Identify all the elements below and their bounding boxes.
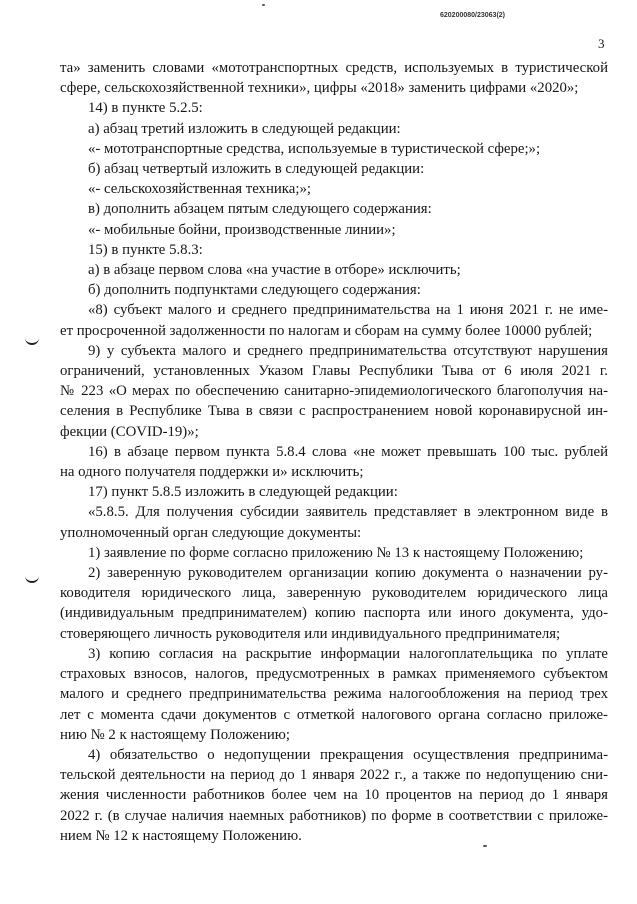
margin-mark-lower bbox=[25, 573, 39, 583]
text-line: 4) обязательство о недопущении прекращения осуществления предпринима- bbox=[88, 746, 608, 763]
text-line: ограничений, установленных Указом Главы Республики Тыва от 6 июля 2021 г. bbox=[60, 363, 608, 380]
text-line: «- мототранспортные средства, используемые в туристической сфере;»; bbox=[88, 140, 541, 157]
text-line: 17) пункт 5.8.5 изложить в следующей редакции: bbox=[88, 484, 398, 501]
text-line: стоверяющего личность руководителя или индивидуального предпринимателя; bbox=[60, 625, 561, 642]
page-number: 3 bbox=[598, 36, 605, 51]
text-line: нием № 12 к настоящему Положению. bbox=[60, 827, 302, 844]
text-line: «5.8.5. Для получения субсидии заявитель представляет в электронном виде в bbox=[88, 504, 608, 521]
text-line: 2) заверенную руководителем организации копию документа о назначении ру- bbox=[88, 565, 608, 582]
text-line: 9) у субъекта малого и среднего предпринимательства отсутствуют нарушения bbox=[88, 342, 608, 359]
text-line: ет просроченной задолженности по налогам и сборам на сумму более 10000 рублей; bbox=[60, 322, 593, 339]
text-line: та» заменить словами «мототранспортных средств, используемых в туристической bbox=[60, 60, 608, 76]
text-line: фекции (COVID-19)»; bbox=[60, 423, 199, 440]
text-line: страховых взносов, налогов, предусмотренных в рамках применяемого субъектом bbox=[60, 666, 608, 683]
text-line: «8) субъект малого и среднего предпринимательства на 1 июня 2021 г. не име- bbox=[88, 302, 608, 319]
document-code: 620200080/23063(2) bbox=[440, 12, 506, 19]
margin-mark-upper bbox=[25, 335, 39, 345]
text-line: 14) в пункте 5.2.5: bbox=[88, 100, 203, 117]
text-line: 16) в абзаце первом пункта 5.8.4 слова «не может превышать 100 тыс. рублей bbox=[88, 443, 608, 460]
text-line: сфере, сельскохозяйственной техники», цифры «2018» заменить цифрами «2020»; bbox=[60, 80, 579, 97]
text-line: б) дополнить подпунктами следующего содержания: bbox=[88, 282, 421, 299]
text-line: № 223 «О мерах по обеспечению санитарно-эпидемиологического благополучия на- bbox=[60, 383, 608, 400]
text-line: 3) копию согласия на раскрытие информации налогоплательщика по уплате bbox=[88, 645, 608, 662]
text-line: нию № 2 к настоящему Положению; bbox=[60, 726, 290, 743]
text-line: а) в абзаце первом слова «на участие в отборе» исключить; bbox=[88, 262, 461, 279]
text-line: «- сельскохозяйственная техника;»; bbox=[88, 181, 311, 198]
text-line: лет с момента сдачи документов с отметкой налогового органа согласно приложе- bbox=[60, 706, 608, 723]
text-line: а) абзац третий изложить в следующей редакции: bbox=[88, 120, 401, 137]
text-line: 1) заявление по форме согласно приложению № 13 к настоящему Положению; bbox=[88, 544, 584, 561]
text-line: 2022 г. (в случае наличия наемных работников) по форме в соответствии с приложе- bbox=[60, 807, 608, 824]
scan-speck bbox=[262, 4, 265, 6]
text-line: ководителя юридического лица, заверенную руководителем юридического лица bbox=[60, 585, 608, 602]
text-line: уполномоченный орган следующие документы: bbox=[60, 524, 362, 541]
text-line: (индивидуальным предпринимателем) копию паспорта или иного документа, удо- bbox=[60, 605, 608, 622]
text-line: б) абзац четвертый изложить в следующей редакции: bbox=[88, 161, 425, 178]
text-line: селения в Республике Тыва в связи с распространением новой коронавирусной ин- bbox=[60, 403, 608, 420]
document-body bbox=[60, 58, 608, 846]
text-line: тельской деятельности на период до 1 января 2022 г., а также по недопущению сни- bbox=[60, 767, 608, 784]
text-line: малого и среднего предпринимательства режима налогообложения на период трех bbox=[60, 686, 608, 703]
text-line: жения численности работников более чем на 10 процентов на период до 1 января bbox=[60, 787, 608, 804]
text-line: в) дополнить абзацем пятым следующего содержания: bbox=[88, 201, 432, 218]
text-line: 15) в пункте 5.8.3: bbox=[88, 241, 203, 258]
text-line: на одного получателя поддержки и» исключить; bbox=[60, 464, 364, 481]
text-line: «- мобильные бойни, производственные линии»; bbox=[88, 221, 396, 238]
